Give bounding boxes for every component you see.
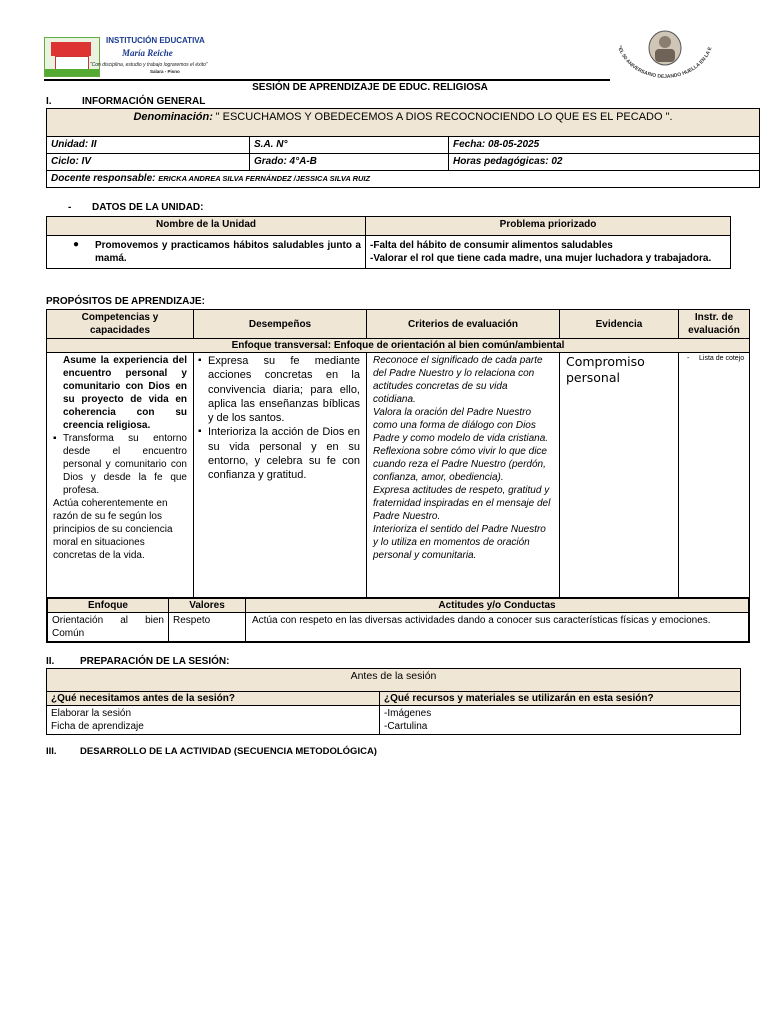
col-nombre-unidad: Nombre de la Unidad xyxy=(47,217,366,236)
valor-value: Respeto xyxy=(169,613,246,643)
problema-2: -Valorar el rol que tiene cada madre, una mujer luchadora y trabajadora. xyxy=(370,253,712,264)
header-instrumento: Instr. de evaluación xyxy=(679,310,750,339)
criterio-item: Interioriza el sentido del Padre Nuestro y lo utiliza en momentos de oración personal y comunitaria. xyxy=(373,524,546,561)
actitud-value: Actúa con respeto en las diversas actividades dando a conocer sus características físicas y emociones. xyxy=(246,613,750,643)
evidencia-cell: Compromiso personal xyxy=(560,353,679,600)
unidad-cell: Unidad: II xyxy=(47,137,250,154)
header-desempenos: Desempeños xyxy=(194,310,367,339)
competencia-cell xyxy=(47,353,194,600)
criterios-cell xyxy=(367,353,560,600)
instrumento-cell: - Lista de cotejo xyxy=(679,353,750,600)
school-name: María Reiche xyxy=(122,48,173,58)
document-title: SESIÓN DE APRENDIZAJE DE EDUC. RELIGIOSA xyxy=(252,82,488,93)
desempeno-item: ▪ Interioriza la acción de Dios en su vida personal y en su entorno, y celebra su fe con confianza y gratitud. xyxy=(208,425,360,482)
section3-number: III. xyxy=(46,746,57,757)
docente-label: Docente responsable: xyxy=(51,173,156,184)
propositos-title: PROPÓSITOS DE APRENDIZAJE: xyxy=(46,296,205,307)
recurso-item: -Cartulina xyxy=(384,721,428,732)
desempenos-list xyxy=(208,354,360,483)
horas-cell: Horas pedagógicas: 02 xyxy=(449,154,760,171)
section1-number: I. xyxy=(46,96,52,107)
seal-text: “EL 50 ANIVERSARIO DEJANDO HUELLA EN LA E xyxy=(616,44,714,80)
criterio-item: Reconoce el significado de cada parte del Padre Nuestro y lo relaciona con actitudes concretas de su vida cotidiana. xyxy=(373,355,543,405)
criterio-item: Reflexiona sobre cómo vivir lo que dice cuando reza el Padre Nuestro (perdón, confianza, amor, obediencia). xyxy=(373,446,547,483)
col-recursos: ¿Qué recursos y materiales se utilizarán en esta sesión? xyxy=(380,692,741,706)
denominacion-label: Denominación: xyxy=(133,111,213,123)
school-motto: “Con disciplina, estudio y trabajo lograremos el éxito” xyxy=(90,62,208,68)
competencia-items xyxy=(53,432,187,497)
problema-1: -Falta del hábito de consumir alimentos saludables xyxy=(370,240,613,251)
fecha-cell: Fecha: 08-05-2025 xyxy=(449,137,760,154)
unidad-nombre: Promovemos y practicamos hábitos saludables junto a mamá. xyxy=(95,240,361,264)
unidad-nombre-cell: ● Promovemos y practicamos hábitos saludables junto a mamá. xyxy=(47,236,366,269)
necesitamos-item: Ficha de aprendizaje xyxy=(51,721,144,732)
necesitamos-item: Elaborar la sesión xyxy=(51,708,132,719)
col-necesitamos: ¿Qué necesitamos antes de la sesión? xyxy=(47,692,380,706)
competencia-main: Asume la experiencia del encuentro personal y comunitario con Dios en su proyecto de vida en coherencia con su creencia religiosa. xyxy=(63,355,187,431)
school-logo xyxy=(44,37,100,77)
competencia-extra: Actúa coherentemente en razón de su fe según los principios de su conciencia moral en situaciones concretas de la vida. xyxy=(53,498,173,561)
actitudes-header: Actitudes y/o Conductas xyxy=(246,598,750,613)
docente-value: ERICKA ANDREA SILVA FERNÁNDEZ /JESSICA SILVA RUIZ xyxy=(158,174,371,183)
denominacion-value: " ESCUCHAMOS Y OBEDECEMOS A DIOS RECOCNOCIENDO LO QUE ES EL PECADO ". xyxy=(215,111,673,123)
instrumento-value: Lista de cotejo xyxy=(699,355,745,362)
desempenos-cell xyxy=(194,353,367,600)
competencia-item: ▪ Transforma su entorno desde el encuentro personal y comunitario con Dios y desde la fe que profesa. xyxy=(63,432,187,497)
criterio-item: Expresa actitudes de respeto, gratitud y fraternidad inspiradas en el mensaje del Padre Nuestro. xyxy=(373,485,551,522)
datos-unidad-table xyxy=(46,216,731,269)
datos-unidad-title: DATOS DE LA UNIDAD: xyxy=(92,202,204,213)
sa-cell: S.A. N° xyxy=(250,137,449,154)
valores-header: Valores xyxy=(169,598,246,613)
general-info-table xyxy=(46,108,760,188)
ciclo-cell: Ciclo: IV xyxy=(47,154,250,171)
header-criterios: Criterios de evaluación xyxy=(367,310,560,339)
section1-title: INFORMACIÓN GENERAL xyxy=(82,96,206,107)
propositos-table xyxy=(46,309,750,600)
grado-cell: Grado: 4°A-B xyxy=(250,154,449,171)
enfoque-table xyxy=(46,597,750,643)
col-problema: Problema priorizado xyxy=(366,217,731,236)
recursos-cell xyxy=(380,706,741,735)
recurso-item: -Imágenes xyxy=(384,708,432,719)
school-location: Salara - Pisno xyxy=(150,69,180,74)
anniversary-seal xyxy=(610,26,720,84)
enfoque-header: Enfoque xyxy=(47,598,169,613)
section3-title: DESARROLLO DE LA ACTIVIDAD (SECUENCIA METODOLÓGICA) xyxy=(80,746,377,757)
antes-sesion: Antes de la sesión xyxy=(47,669,741,692)
desempeno-item: ▪ Expresa su fe mediante acciones concretas en la convivencia diaria; para ello, aplica las enseñanzas bíblicas y de los santos. xyxy=(208,354,360,425)
problema-cell xyxy=(366,236,731,269)
docente-cell xyxy=(47,171,760,188)
enfoque-value: Orientación al bien Común xyxy=(47,613,169,643)
header-competencias: Competencias y capacidades xyxy=(47,310,194,339)
necesitamos-cell xyxy=(47,706,380,735)
preparacion-table xyxy=(46,668,741,735)
section2-number: II. xyxy=(46,656,55,667)
header-rule xyxy=(44,79,610,81)
datos-unidad-bullet: - xyxy=(68,202,72,213)
enfoque-transversal-row: Enfoque transversal: Enfoque de orientación al bien común/ambiental xyxy=(47,339,750,353)
denominacion-cell xyxy=(47,109,760,137)
criterio-item: Valora la oración del Padre Nuestro como una forma de diálogo con Dios Padre y como modelo de vida cristiana. xyxy=(373,407,549,444)
section2-title: PREPARACIÓN DE LA SESIÓN: xyxy=(80,656,230,667)
header-evidencia: Evidencia xyxy=(560,310,679,339)
school-line1: INSTITUCIÓN EDUCATIVA xyxy=(106,36,205,45)
